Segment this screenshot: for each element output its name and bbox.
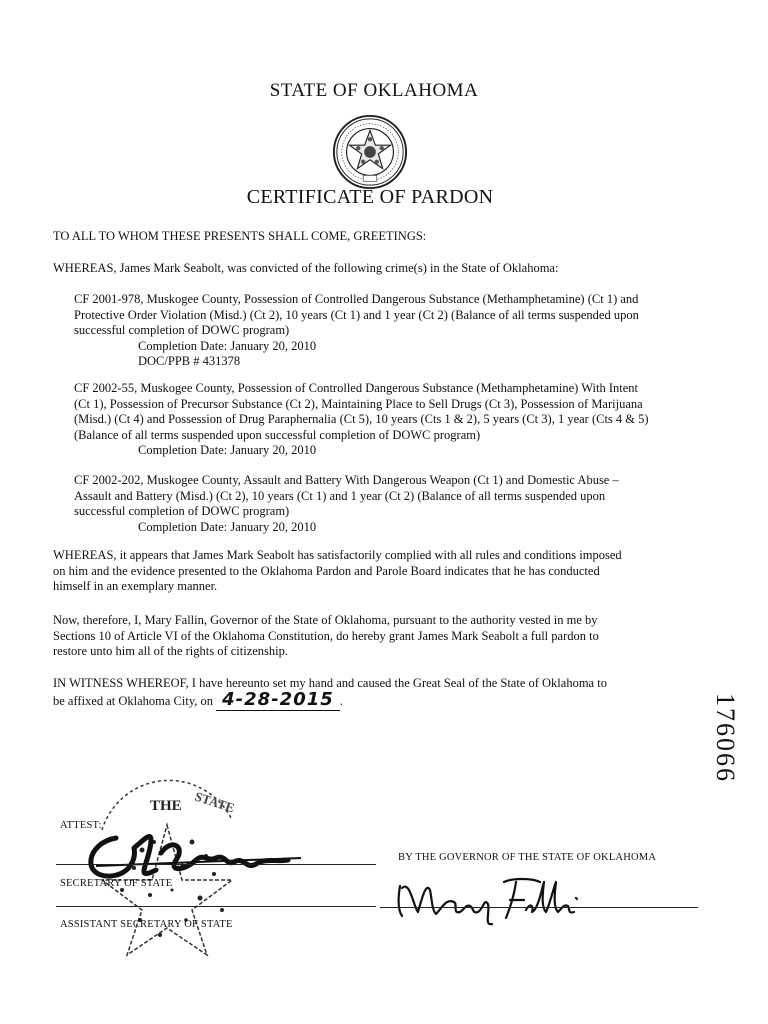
case-line: (Ct 1), Possession of Precursor Substance (Ct 2), Maintaining Place to Sell Drugs (Ct 3), Possession of Marijuana (74, 396, 643, 411)
paragraph-line: himself in an exemplary manner. (53, 579, 218, 593)
witness-prefix: be affixed at Oklahoma City, on (53, 693, 214, 708)
case-block-2 (74, 381, 674, 459)
completion-date: Completion Date: January 20, 2010 (138, 338, 317, 353)
pardon-grant-paragraph (53, 613, 653, 660)
governor-signature (392, 868, 592, 928)
assistant-secretary-label: ASSISTANT SECRETARY OF STATE (60, 919, 233, 930)
state-seal-image (331, 113, 409, 191)
whereas-compliance (53, 548, 653, 595)
signature-line (56, 864, 376, 865)
case-line: (Balance of all terms suspended upon successful completion of DOWC program) (74, 427, 481, 442)
completion-date: Completion Date: January 20, 2010 (138, 443, 317, 457)
completion-date: Completion Date: January 20, 2010 (138, 519, 317, 534)
case-line: CF 2002-202, Muskogee County, Assault and Battery With Dangerous Weapon (Ct 1) and Domestic Abuse – (74, 473, 619, 487)
paragraph-line (53, 688, 653, 710)
witness-paragraph (53, 676, 653, 709)
case-line: CF 2002-55, Muskogee County, Possession of Controlled Dangerous Substance (Methamphetamine) With Intent (74, 381, 639, 395)
witness-suffix: . (339, 693, 343, 708)
paragraph-line: IN WITNESS WHEREOF, I have hereunto set my hand and caused the Great Seal of the State of Oklahoma to (53, 676, 607, 690)
signature-line (380, 907, 698, 908)
paragraph-line: restore unto him all of the rights of citizenship. (53, 644, 289, 658)
case-line: Protective Order Violation (Misd.) (Ct 2), 10 years (Ct 1) and 1 year (Ct 2) (Balance of all terms suspended upon (74, 307, 639, 322)
case-line: Assault and Battery (Misd.) (Ct 2), 10 years (Ct 1) and 1 year (Ct 2) (Balance of all terms suspended upon (74, 488, 606, 503)
by-governor-label: BY THE GOVERNOR OF THE STATE OF OKLAHOMA (398, 852, 657, 863)
signature-line (56, 906, 376, 907)
svg-text:STATE: STATE (193, 788, 237, 816)
greeting-line: TO ALL TO WHOM THESE PRESENTS SHALL COME, GREETINGS: (53, 229, 427, 243)
certificate-title: CERTIFICATE OF PARDON (246, 186, 494, 208)
document-number: 176066 (711, 693, 740, 783)
case-block-1 (74, 292, 674, 370)
case-line: successful completion of DOWC program) (74, 323, 290, 337)
paragraph-line: Now, therefore, I, Mary Fallin, Governor of the State of Oklahoma, pursuant to the authority vested in me by (53, 613, 598, 627)
paragraph-line: on him and the evidence presented to the Oklahoma Pardon and Parole Board indicates that he has conducted (53, 563, 600, 578)
paragraph-line: WHEREAS, it appears that James Mark Seabolt has satisfactorily complied with all rules and conditions imposed (53, 548, 622, 562)
state-title: STATE OF OKLAHOMA (269, 80, 479, 101)
secretary-of-state-label: SECRETARY OF STATE (60, 878, 173, 889)
case-block-3 (74, 473, 674, 535)
attest-label: ATTEST: (60, 820, 102, 831)
case-line: successful completion of DOWC program) (74, 504, 290, 518)
case-line: CF 2001-978, Muskogee County, Possession of Controlled Dangerous Substance (Methamphetamine) (Ct 1) and (74, 292, 639, 306)
doc-ppb-number: DOC/PPB # 431378 (138, 354, 241, 368)
whereas-conviction: WHEREAS, James Mark Seabolt, was convicted of the following crime(s) in the State of Oklahoma: (53, 261, 559, 275)
svg-text:THE: THE (150, 798, 182, 814)
case-line: (Misd.) (Ct 4) and Possession of Drug Paraphernalia (Ct 5), 10 years (Cts 1 & 2), 5 years (Ct 3), 1 year (Cts 4 & 5) (74, 412, 649, 426)
handwritten-date: 4-28-2015 (216, 689, 340, 711)
paragraph-line: Sections 10 of Article VI of the Oklahoma Constitution, do hereby grant James Mark Seabolt a full pardon to (53, 628, 599, 643)
